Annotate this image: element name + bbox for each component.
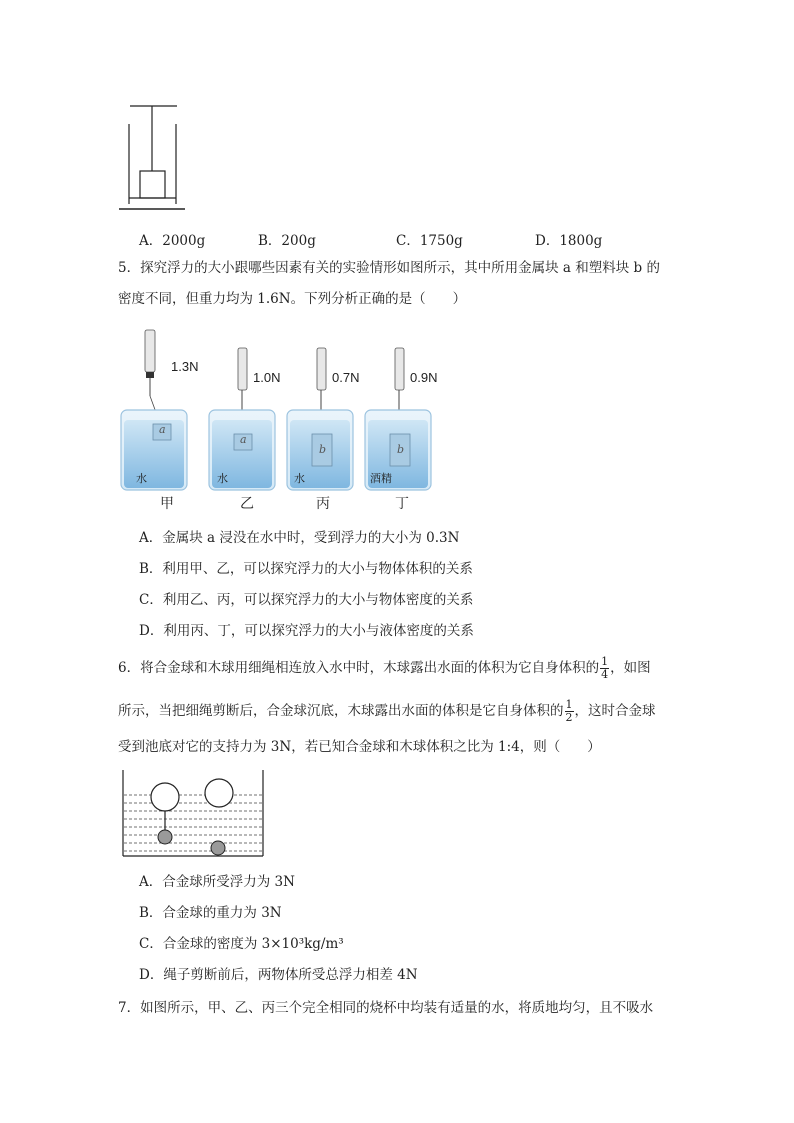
reading-jia: 1.3N xyxy=(171,359,199,374)
q5-stem-line2: 密度不同，但重力均为 1.6N。下列分析正确的是（ ） xyxy=(118,291,467,307)
reading-bing: 0.7N xyxy=(332,370,360,385)
q4-option-b: B．200g xyxy=(258,233,316,249)
caption-bing: 丙 xyxy=(316,496,330,512)
q7-stem-line1: 7．如图所示，甲、乙、丙三个完全相同的烧杯中均装有适量的水，将质地均匀，且不吸水 xyxy=(118,1000,654,1016)
liquid-label-jia: 水 xyxy=(136,473,147,485)
beaker-jia xyxy=(121,330,187,490)
q6-option-b: B．合金球的重力为 3N xyxy=(139,905,282,921)
q5-option-b: B．利用甲、乙，可以探究浮力的大小与物体体积的关系 xyxy=(139,561,473,577)
fraction-one-half: $\frac{1}{2}$ xyxy=(565,698,573,724)
liquid-label-bing: 水 xyxy=(294,473,305,485)
q6-option-d: D．绳子剪断前后，两物体所受总浮力相差 4N xyxy=(139,967,418,983)
q6-stem-line3: 受到池底对它的支持力为 3N，若已知合金球和木球体积之比为 1:4，则（ ） xyxy=(118,739,601,755)
q5-option-a: A．金属块 a 浸没在水中时，受到浮力的大小为 0.3N xyxy=(139,530,460,546)
q6-stem-line2-text: 所示，当把细绳剪断后，合金球沉底，木球露出水面的体积是它自身体积的 xyxy=(118,703,564,719)
block-label-jia: a xyxy=(159,423,166,436)
q6-stem-line2 xyxy=(118,699,656,724)
reading-yi: 1.0N xyxy=(253,370,281,385)
q4-option-a: A．2000g xyxy=(139,233,206,249)
reading-ding: 0.9N xyxy=(410,370,438,385)
q4-figure xyxy=(115,100,190,215)
q4-option-c: C．1750g xyxy=(396,233,463,249)
block-label-ding: b xyxy=(397,443,405,456)
caption-ding: 丁 xyxy=(395,496,409,512)
block-label-bing: b xyxy=(319,443,327,456)
fraction-one-quarter: $\frac{1}{4}$ xyxy=(601,655,609,681)
q6-figure xyxy=(118,768,268,860)
liquid-label-yi: 水 xyxy=(217,473,228,485)
q5-option-c: C．利用乙、丙，可以探究浮力的大小与物体密度的关系 xyxy=(139,592,474,608)
q6-stem-line1-text: 6．将合金球和木球用细绳相连放入水中时，木球露出水面的体积为它自身体积的 xyxy=(118,660,600,676)
q6-stem-line1 xyxy=(118,656,651,681)
q5-figure xyxy=(115,326,460,516)
caption-yi: 乙 xyxy=(240,496,254,512)
q6-option-a: A．合金球所受浮力为 3N xyxy=(139,874,295,890)
caption-jia: 甲 xyxy=(160,496,174,512)
q4-option-d: D．1800g xyxy=(535,233,603,249)
q6-stem-line1-tail: ，如图 xyxy=(610,660,651,676)
q5-stem-line1: 5．探究浮力的大小跟哪些因素有关的实验情形如图所示，其中所用金属块 a 和塑料块 b 的 xyxy=(118,260,660,276)
q6-option-c: C．合金球的密度为 3×10³kg/m³ xyxy=(139,936,344,952)
liquid-label-ding: 酒精 xyxy=(370,473,392,485)
q5-option-d: D．利用丙、丁，可以探究浮力的大小与液体密度的关系 xyxy=(139,623,474,639)
block-label-yi: a xyxy=(240,433,247,446)
q6-stem-line2-tail: ，这时合金球 xyxy=(574,703,656,719)
